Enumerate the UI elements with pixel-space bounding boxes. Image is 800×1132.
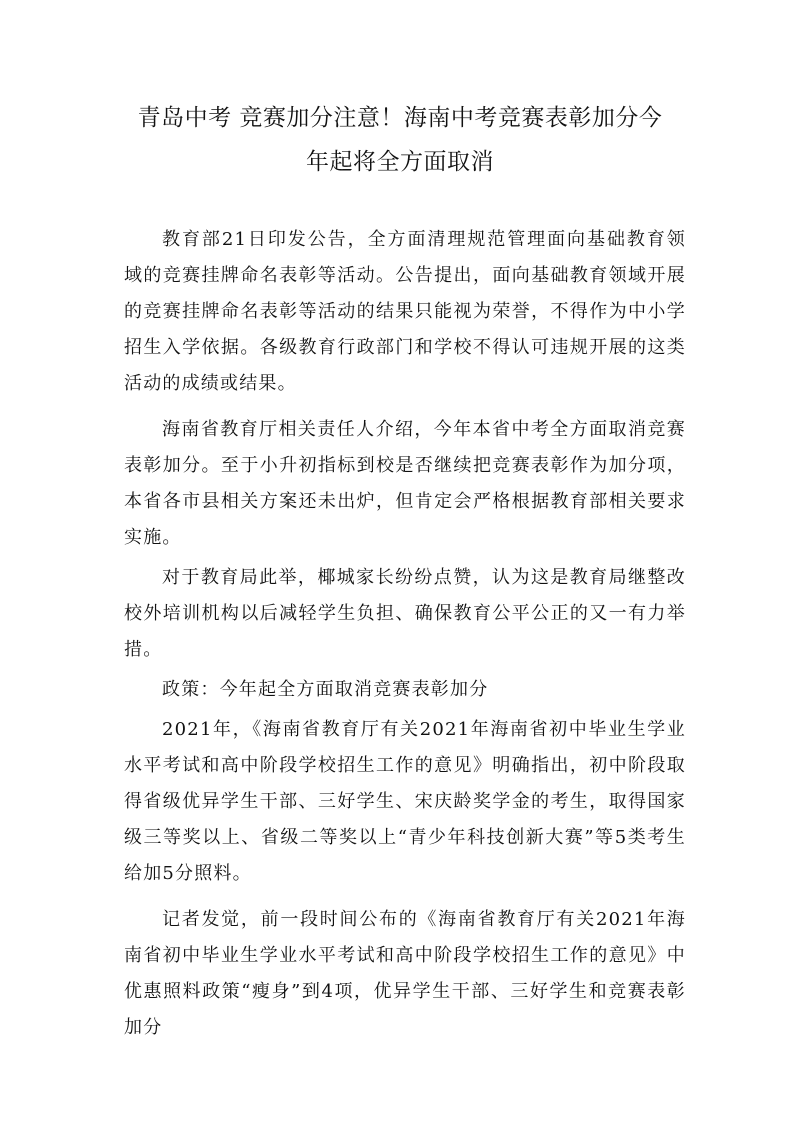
paragraph-parents-response: 对于教育局此举，椰城家长纷纷点赞，认为这是教育局继整改校外培训机构以后减轻学生负担、确保教育公平公正的又一有力举措。 — [124, 567, 686, 660]
paragraph-hainan-education: 海南省教育厅相关责任人介绍，今年本省中考全方面取消竞赛表彰加分。至于小升初指标到校是否继续把竞赛表彰作为加分项，本省各市县相关方案还未出炉，但肯定会严格根据教育部相关要求实施。 — [124, 419, 686, 548]
paragraph-announcement: 教育部21日印发公告，全方面清理规范管理面向基础教育领域的竞赛挂牌命名表彰等活动。公告提出，面向基础教育领域开展的竞赛挂牌命名表彰等活动的结果只能视为荣誉，不得作为中小学招生入学依据。各级教育行政部门和学校不得认可违规开展的这类活动的成绩或结果。 — [124, 229, 686, 394]
document-title — [100, 96, 700, 184]
paragraph-reporter-finding: 记者发觉，前一段时间公布的《海南省教育厅有关2021年海南省初中毕业生学业水平考试和高中阶段学校招生工作的意见》中优惠照料政策“瘦身”到4项，优异学生干部、三好学生和竞赛表彰加分 — [124, 909, 686, 1038]
paragraph-policy-heading: 政策：今年起全方面取消竞赛表彰加分 — [162, 679, 489, 700]
title-line-2: 年起将全方面取消 — [306, 149, 494, 175]
title-line-1: 青岛中考 竞赛加分注意！海南中考竞赛表彰加分今 — [137, 105, 663, 131]
paragraph-2021-policy: 2021年，《海南省教育厅有关2021年海南省初中毕业生学业水平考试和高中阶段学校招生工作的意见》明确指出，初中阶段取得省级优异学生干部、三好学生、宋庆龄奖学金的考生，取得国家级三等奖以上、省级二等奖以上“青少年科技创新大赛”等5类考生给加5分照料。 — [124, 719, 686, 884]
document-body — [124, 222, 686, 1046]
